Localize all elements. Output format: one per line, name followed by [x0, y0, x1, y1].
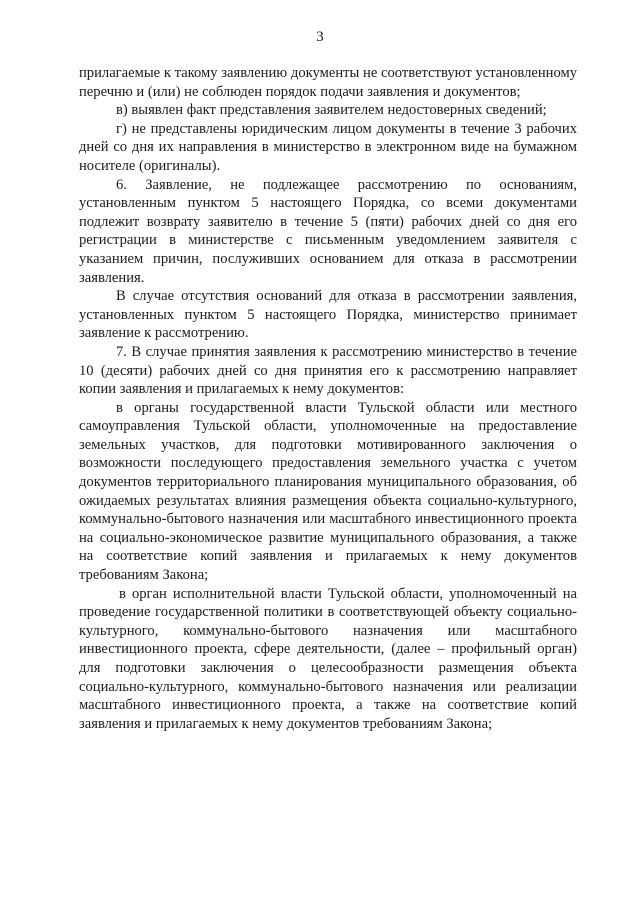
- paragraph-acceptance: В случае отсутствия оснований для отказа в рассмотрении заявления, установленных пунктом 5 настоящего Порядка, министерство принимает заявление к рассмотрению.: [79, 288, 577, 342]
- paragraph-local-authorities: в органы государственной власти Тульской области или местного самоуправления Тульской области, уполномоченные на предоставление земельных участков, для подготовки мотивированного заключения о возможности последующего предоставления земельного участка с учетом документов территориального планирования муниципального образования, об ожидаемых результатах влияния размещения объекта социально-культурного, коммунально-бытового назначения или масштабного инвестиционного проекта на социально-экономическое развитие муниципального образования, а также на соответствие копий заявления и прилагаемых к нему документов требованиям Закона;: [79, 399, 577, 584]
- paragraph-profile-authority: в орган исполнительной власти Тульской области, уполномоченный на проведение государственной политики в соответствующей объекту социально-культурного, коммунально-бытового назначения или масштабного инвестиционного проекта, сфере деятельности, (далее – профильный орган) для подготовки заключения о целесообразности размещения объекта социально-культурного, коммунально-бытового назначения или реализации масштабного инвестиционного проекта, а также на соответствие копий заявления и прилагаемых к нему документов требованиям Закона;: [79, 585, 577, 732]
- paragraph-clause-6: 6. Заявление, не подлежащее рассмотрению по основаниям, установленным пунктом 5 настоящего Порядка, со всеми документами подлежит возврату заявителю в течение 5 (пяти) рабочих дней со дня его регистрации в министерстве с письменным уведомлением заявителя с указанием причин, послуживших основанием для отказа в рассмотрении заявления.: [79, 176, 577, 286]
- document-body: [79, 64, 577, 733]
- paragraph-continuation: прилагаемые к такому заявлению документы не соответствуют установленному перечню и (или) не соблюден порядок подачи заявления и документов;: [79, 65, 577, 100]
- paragraph-clause-7: 7. В случае принятия заявления к рассмотрению министерство в течение 10 (десяти) рабочих дней со дня принятия его к рассмотрению направляет копии заявления и прилагаемых к нему документов:: [79, 343, 577, 398]
- paragraph-item-v: в) выявлен факт представления заявителем недостоверных сведений;: [116, 102, 547, 119]
- page-number: 3: [316, 29, 324, 45]
- paragraph-item-g: г) не представлены юридическим лицом документы в течение 3 рабочих дней со дня их направления в министерство в электронном виде на бумажном носителе (оригиналы).: [79, 120, 577, 174]
